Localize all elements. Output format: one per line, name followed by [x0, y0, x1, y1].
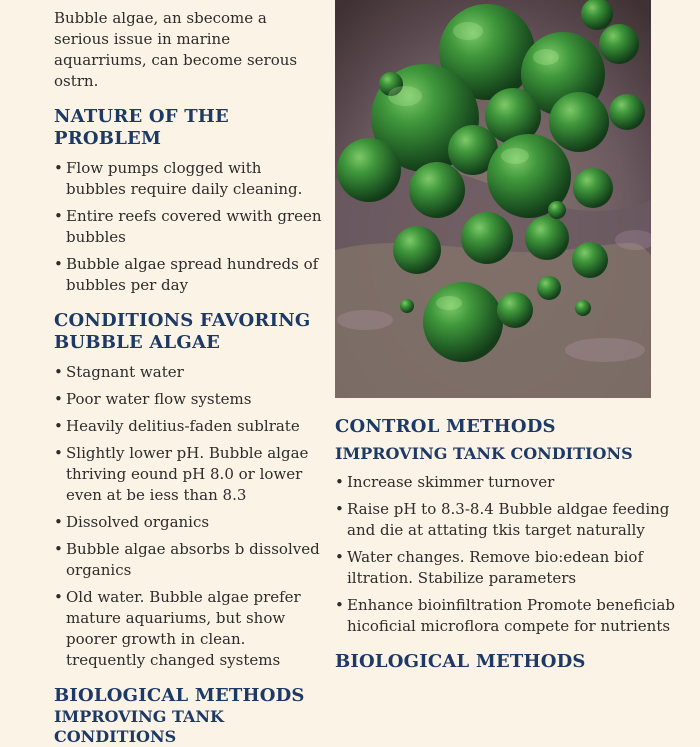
left-column — [54, 8, 324, 747]
list-item: • Slightly lower pH. Bubble algae thriving eound pH 8.0 or lower even at be iess than 8.3 — [54, 443, 324, 506]
list-item: • Enhance bioinfiltration Promote beneficiab hicoficial microflora compete for nutrients — [335, 595, 680, 637]
control-list — [335, 472, 680, 637]
biological-left-heading: BIOLOGICAL METHODS — [54, 685, 305, 706]
bubble-algae-illustration — [335, 0, 651, 398]
list-item: • Old water. Bubble algae prefer mature aquariums, but show poorer growth in clean. trequently changed systems — [54, 587, 324, 671]
list-item: • Raise pH to 8.3-8.4 Bubble aldgae feeding and die at attating tkis target naturally — [335, 499, 680, 541]
control-section — [335, 416, 680, 673]
list-item: • Water changes. Remove bio:edean biof iltration. Stabilize parameters — [335, 547, 680, 589]
conditions-heading: CONDITIONS FAVORING BUBBLE ALGAE — [54, 310, 311, 353]
biological-right-heading: BIOLOGICAL METHODS — [335, 651, 586, 672]
problem-heading: NATURE OF THE PROBLEM — [54, 106, 229, 149]
list-item: • Heavily delitius-faden sublrate — [54, 416, 324, 437]
list-item: • Bubble algae spread hundreds of bubbles per day — [54, 254, 324, 296]
list-item: • Poor water flow systems — [54, 389, 324, 410]
intro-paragraph: Bubble algae, an sbecome a serious issue in marine aquarriums, can become serous ostrn. — [54, 9, 298, 90]
control-subheading: IMPROVING TANK CONDITIONS — [335, 444, 633, 463]
list-item: • Increase skimmer turnover — [335, 472, 680, 493]
list-item: • Bubble algae absorbs b dissolved organics — [54, 539, 324, 581]
list-item: • Entire reefs covered wwith green bubbles — [54, 206, 324, 248]
list-item: • Dissolved organics — [54, 512, 324, 533]
conditions-list — [54, 362, 324, 671]
right-column — [335, 0, 680, 679]
list-item: • Stagnant water — [54, 362, 324, 383]
control-heading: CONTROL METHODS — [335, 416, 556, 437]
bubble-algae-photo — [335, 0, 651, 398]
problem-list — [54, 158, 324, 296]
list-item: • Flow pumps clogged with bubbles require daily cleaning. — [54, 158, 324, 200]
biological-left-subheading: IMPROVING TANK CONDITIONS — [54, 707, 224, 746]
